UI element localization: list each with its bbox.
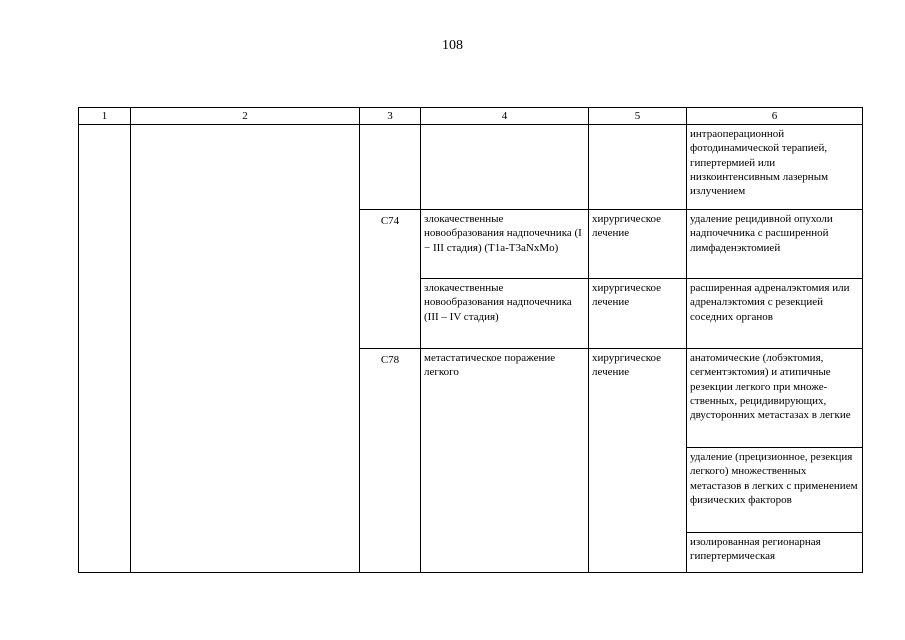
header-col-3: 3 xyxy=(360,108,421,125)
col4-cell xyxy=(421,125,589,210)
treatment-cell: хирургическое лечение xyxy=(589,210,687,279)
page-number: 108 xyxy=(442,38,463,53)
col5-cell xyxy=(589,125,687,210)
col2-cell xyxy=(131,125,360,573)
method-cell: удаление рецидивной опухоли надпочечника с расширенной лимфаденэктомией xyxy=(687,210,863,279)
header-row xyxy=(79,108,863,125)
header-col-6: 6 xyxy=(687,108,863,125)
diagnosis-cell: метастатическое поражение легкого xyxy=(421,349,589,573)
code-cell: C74 xyxy=(360,210,421,349)
header-col-5: 5 xyxy=(589,108,687,125)
method-cell: изолированная регионарная гипертермическая xyxy=(687,533,863,573)
treatment-cell: хирургическое лечение xyxy=(589,349,687,573)
diagnosis-cell: злокачественные новообразования надпочечника (I − III стадия) (T1a-T3aNxMo) xyxy=(421,210,589,279)
method-cell: удаление (прецизионное, резекция легкого) множественных метастазов в легких с применением физических факторов xyxy=(687,448,863,533)
medical-table xyxy=(78,107,863,573)
treatment-cell: хирургическое лечение xyxy=(589,279,687,349)
code-cell: C78 xyxy=(360,349,421,573)
col3-cell xyxy=(360,125,421,210)
col1-cell xyxy=(79,125,131,573)
method-cell: интраоперационной фотодинамической терапией, гипертермией или низкоинтенсивным лазерным излучением xyxy=(687,125,863,210)
diagnosis-cell: злокачественные новообразования надпочечника (III – IV стадия) xyxy=(421,279,589,349)
table-row xyxy=(79,125,863,210)
method-cell: анатомические (лобэктомия, сегментэктомия) и атипичные резекции легкого при множе-ственных, рецидивирующих, двусторонних метастазах в легкие xyxy=(687,349,863,448)
header-col-2: 2 xyxy=(131,108,360,125)
header-col-4: 4 xyxy=(421,108,589,125)
method-cell: расширенная адреналэктомия или адреналэктомия с резекцией соседних органов xyxy=(687,279,863,349)
header-col-1: 1 xyxy=(79,108,131,125)
